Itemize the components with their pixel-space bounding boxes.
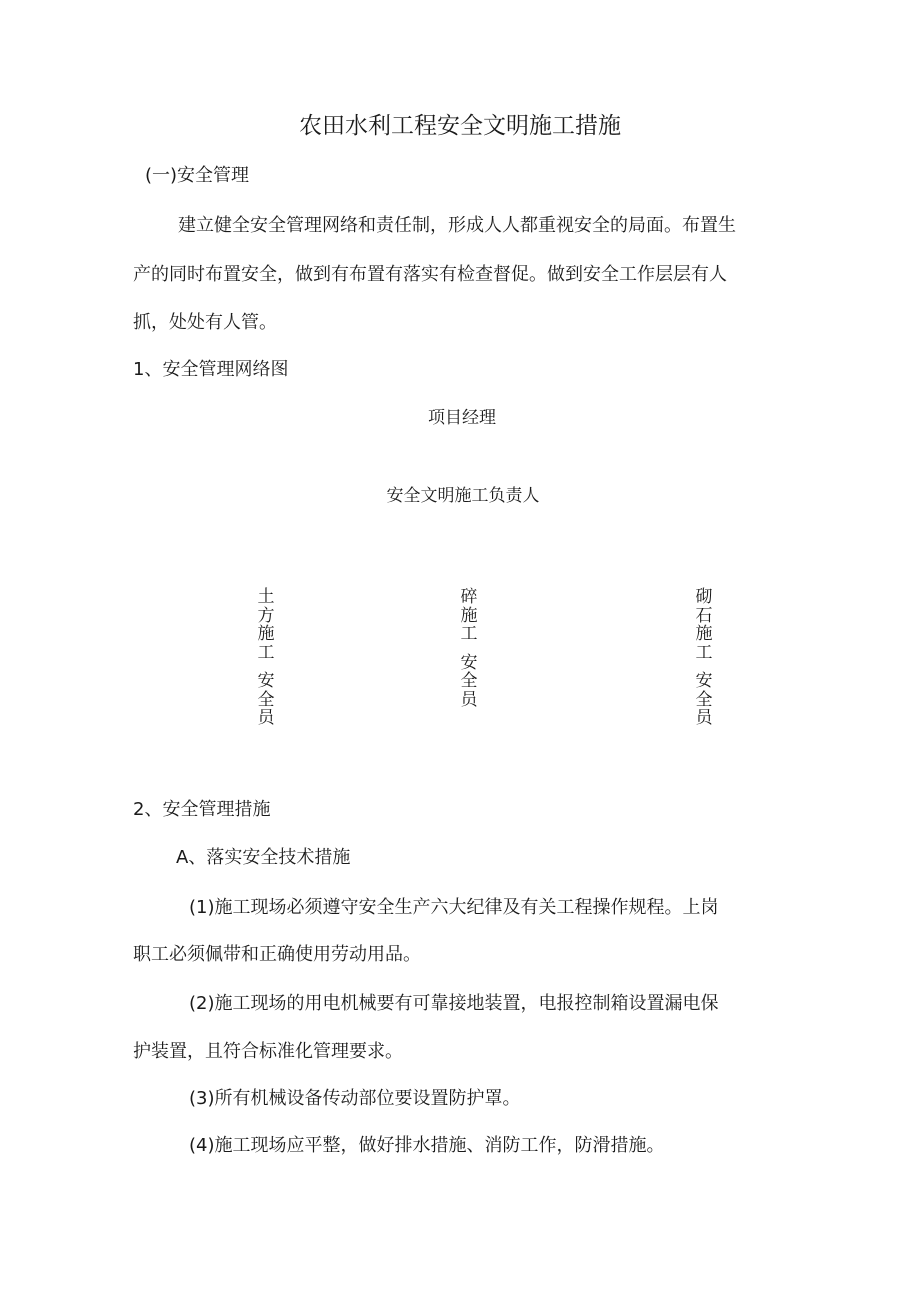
measure-line: (4)施工现场应平整，做好排水措施、消防工作，防滑措施。: [189, 1135, 665, 1156]
measure-line: 护装置，且符合标准化管理要求。: [133, 1041, 403, 1062]
item-heading: 2、安全管理措施: [133, 799, 271, 820]
paragraph-line: 抓，处处有人管。: [133, 312, 277, 333]
measure-line: (3)所有机械设备传动部位要设置防护罩。: [189, 1088, 521, 1109]
page-title: 农田水利工程安全文明施工措施: [299, 113, 621, 139]
item-heading: 1、安全管理网络图: [133, 359, 289, 380]
org-node-earthwork-safety-officer: 土方施工 安全员: [257, 587, 275, 728]
org-node-safety-lead: 安全文明施工负责人: [386, 486, 540, 506]
measure-line: 职工必须佩带和正确使用劳动用品。: [133, 944, 421, 965]
measure-line: (1)施工现场必须遵守安全生产六大纪律及有关工程操作规程。上岗: [189, 897, 719, 918]
paragraph-line: 建立健全安全管理网络和责任制，形成人人都重视安全的局面。布置生: [178, 215, 736, 236]
paragraph-line: 产的同时布置安全，做到有布置有落实有检查督促。做到安全工作层层有人: [133, 264, 727, 285]
org-node-masonry-safety-officer: 砌石施工 安全员: [695, 587, 713, 728]
section-heading: (一)安全管理: [145, 165, 250, 186]
org-node-concrete-safety-officer: 碎施工 安全员: [460, 587, 478, 710]
org-node-project-manager: 项目经理: [428, 408, 496, 428]
sub-heading: A、落实安全技术措施: [176, 847, 351, 868]
measure-line: (2)施工现场的用电机械要有可靠接地装置，电报控制箱设置漏电保: [189, 993, 719, 1014]
